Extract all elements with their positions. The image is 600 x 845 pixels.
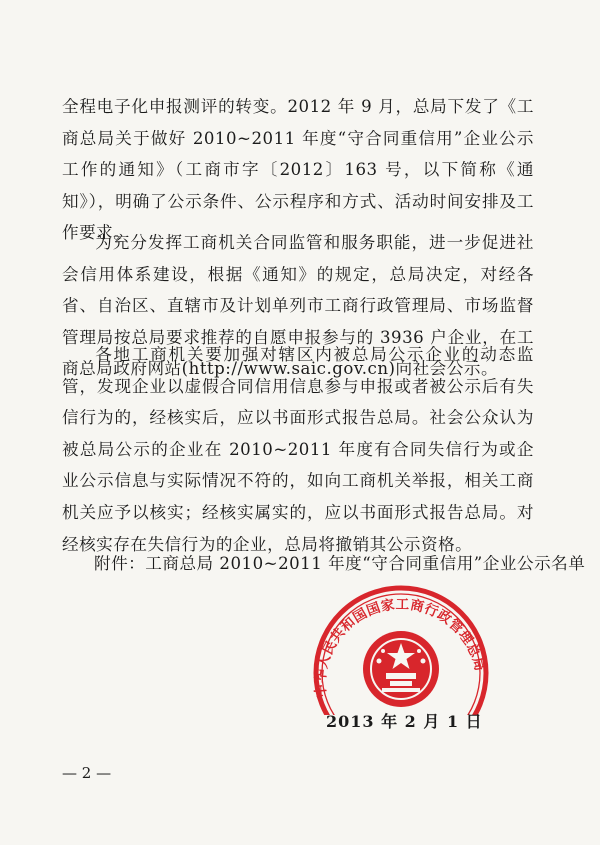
paragraph-1: 全程电子化申报测评的转变。2012 年 9 月，总局下发了《工商总局关于做好 2010~2011 年度“守合同重信用”企业公示工作的通知》（工商市字〔2012〕163 号，以下简称《通知》），明确了公示条件、公示程序和方式、活动时间安排及工作要求。	[62, 97, 534, 243]
national-emblem-icon	[363, 631, 439, 707]
paragraph-3: 各地工商机关要加强对辖区内被总局公示企业的动态监管，发现企业以虚假合同信用信息参与申报或者被公示后有失信行为的，经核实后，应以书面形式报告总局。社会公众认为被总局公示的企业在 2010~2011 年度有合同失信行为或企业公示信息与实际情况不符的，如向工商机关举报，相关工商机关应予以核实；经核实属实的，应以书面形式报告总局。对经核实存在失信行为的企业，总局将撤销其公示资格。	[62, 345, 534, 554]
attachment-line: 附件：工商总局 2010~2011 年度“守合同重信用”企业公示名单	[94, 554, 586, 573]
official-seal-icon	[312, 585, 490, 715]
paragraph-2: 为充分发挥工商机关合同监管和服务职能，进一步促进社会信用体系建设，根据《通知》的规定，总局决定，对经各省、自治区、直辖市及计划单列市工商行政管理局、市场监督管理局按总局要求推荐的自愿申报参与的 3936 户企业，在工商总局政府网站(http://www.saic.gov.cn)向社会公示。	[62, 233, 534, 379]
issue-date: 2013 年 2 月 1 日	[326, 712, 483, 731]
page-number: — 2 —	[62, 764, 112, 782]
seal-text: 中华人民共和国国家工商行政管理总局	[312, 596, 488, 699]
